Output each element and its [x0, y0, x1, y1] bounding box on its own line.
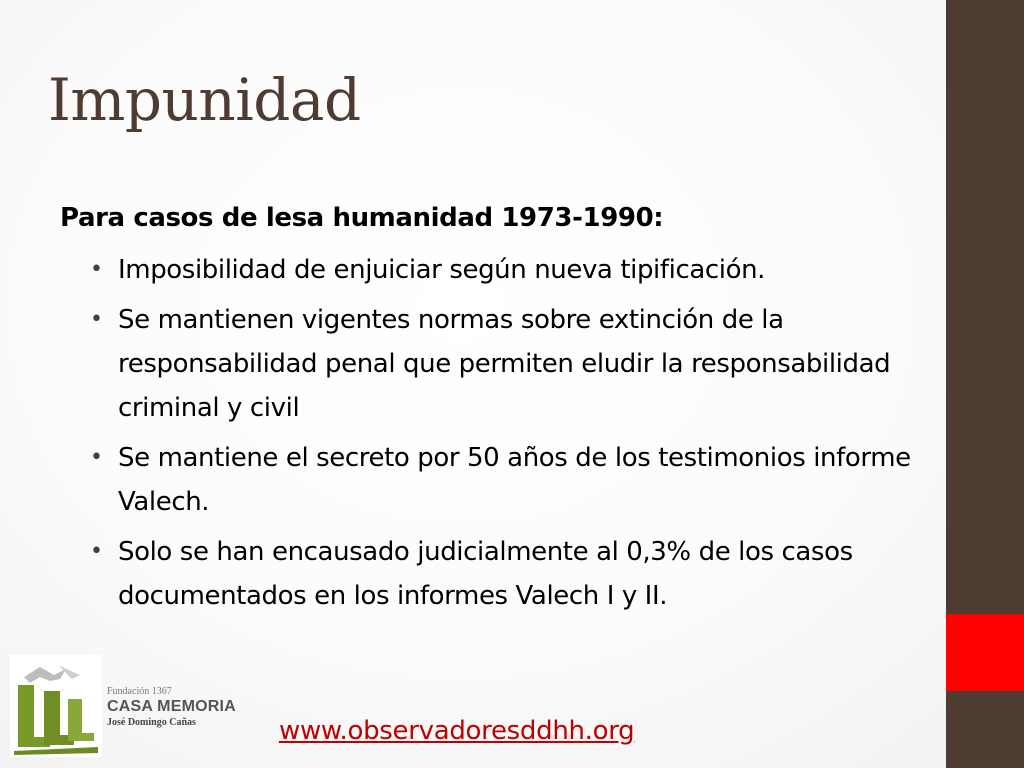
slide-subtitle: Para casos de lesa humanidad 1973-1990:: [60, 203, 664, 233]
logo-name-line: CASA MEMORIA: [107, 698, 236, 715]
bullet-text: Imposibilidad de enjuiciar según nueva tipificación.: [118, 255, 766, 285]
bullet-dot: •: [90, 307, 103, 332]
bullet-item: [60, 248, 920, 292]
bullet-text: Solo se han encausado judicialmente al 0,3% de los casos documentados en los informes Valech I y II.: [118, 537, 853, 611]
red-accent-block: [946, 614, 1024, 691]
right-sidebar-band: [946, 0, 1024, 768]
logo-caption: [107, 686, 236, 728]
slide-content: [60, 200, 920, 624]
casa-memoria-logo-icon: [10, 655, 102, 757]
logo-place-line: José Domingo Cañas: [107, 717, 196, 728]
bullet-item: [60, 530, 920, 618]
logo-foundation-line: Fundación 1367: [107, 686, 172, 697]
bullet-dot: •: [90, 257, 103, 282]
bullet-text: Se mantienen vigentes normas sobre extinción de la responsabilidad penal que permiten eludir la responsabilidad criminal y civil: [118, 305, 891, 423]
website-link[interactable]: www.observadoresddhh.org: [279, 716, 635, 746]
bullet-item: [60, 436, 920, 524]
bullet-item: [60, 298, 920, 430]
slide-title: Impunidad: [48, 66, 361, 134]
bullet-list: [60, 248, 920, 618]
bullet-dot: •: [90, 539, 103, 564]
bullet-text: Se mantiene el secreto por 50 años de los testimonios informe Valech.: [118, 443, 911, 517]
bullet-dot: •: [90, 445, 103, 470]
